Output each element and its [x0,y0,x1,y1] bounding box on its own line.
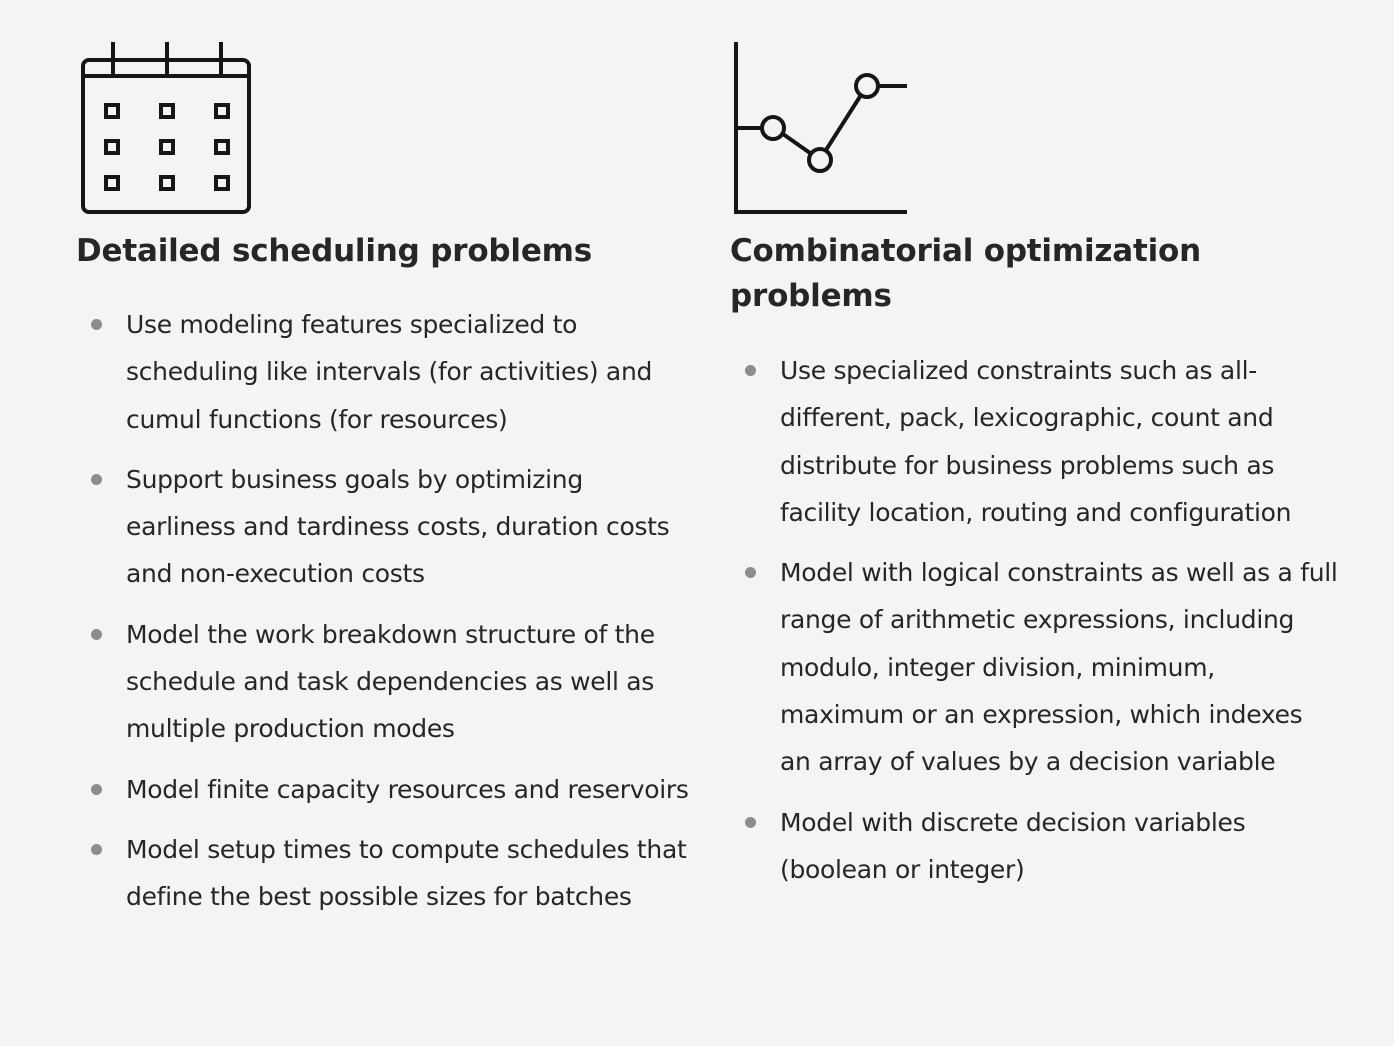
list-item [76,456,696,598]
bullet-icon [745,365,756,376]
line-chart-icon [733,40,913,216]
list-item [730,347,1340,536]
list-item-text: Use modeling features specialized to scheduling like intervals (for activities) and cumul functions (for resources) [126,310,653,434]
list-item-text: Model setup times to compute schedules that define the best possible sizes for batches [126,834,687,912]
feature-list [730,347,1340,906]
list-item [76,611,696,753]
list-item [76,301,696,443]
list-item [76,766,696,813]
list-item-text: Model with discrete decision variables (boolean or integer) [780,807,1246,884]
section-heading: Combinatorial optimization problems [730,233,1201,314]
bullet-icon [745,567,756,578]
list-item [730,799,1340,894]
feature-list [76,301,696,934]
section-heading: Detailed scheduling problems [76,233,593,269]
list-item [76,826,696,921]
list-item-text: Model finite capacity resources and reservoirs [126,774,689,804]
list-item-text: Support business goals by optimizing earliness and tardiness costs, duration costs and non-execution costs [126,464,670,589]
list-item [730,549,1340,785]
bullet-icon [91,474,102,485]
list-item-text: Model with logical constraints as well as a full range of arithmetic expressions, including modulo, integer division, minimum, maximum or an expression, which indexes an array of values by a decision variable [780,558,1338,777]
bullet-icon [91,844,102,855]
list-item-text: Use specialized constraints such as all-different, pack, lexicographic, count and distribute for business problems such as facility location, routing and configuration [780,356,1292,527]
bullet-icon [91,784,102,795]
calendar-icon [79,40,255,216]
bullet-icon [745,817,756,828]
list-item-text: Model the work breakdown structure of the schedule and task dependencies as well as multiple production modes [126,619,655,744]
bullet-icon [91,629,102,640]
bullet-icon [91,319,102,330]
